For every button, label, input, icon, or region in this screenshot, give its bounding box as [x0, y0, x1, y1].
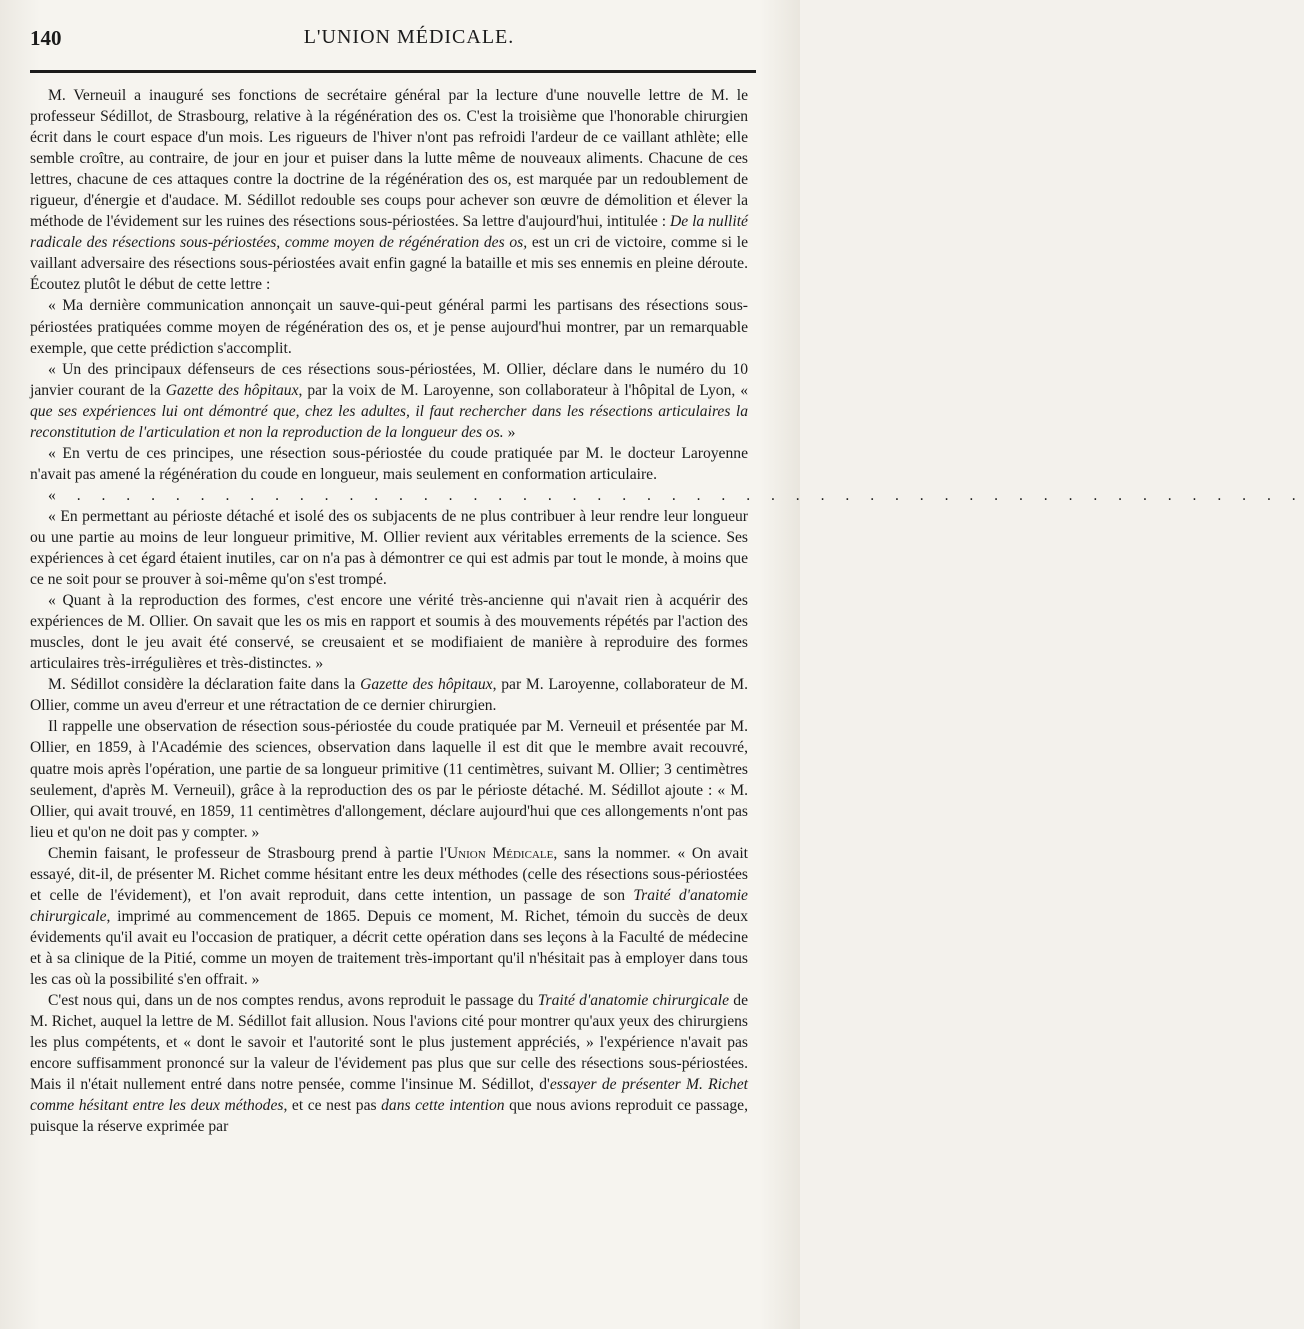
book-title: Traité d'anatomie chirurgicale [537, 992, 730, 1010]
paragraph: « Ma dernière communication annonçait un sauve-qui-peut général parmi les partisans des résections sous-périostées pratiquées comme moyen de régénération des os, et je pense aujourd'hui montrer, par un remarquable exemple, que cette prédiction s'accomplit. [30, 297, 748, 357]
article-body [30, 85, 1304, 1137]
paragraph: C'est nous qui, dans un de nos comptes rendus, avons reproduit le passage du Traité d'anatomie chirurgicale de M. Richet, auquel la lettre de M. Sédillot fait allusion. Nous l'avions cité pour montrer qu'aux yeux des chirurgiens les plus compétents, et « dont le savoir et l'autorité sont le plus justement appréciés, » l'expérience n'avait pas encore suffisamment prononcé sur la valeur de l'évidement pas plus que sur celle des résections sous-périostées. Mais il n'était nullement entré dans notre pensée, comme l'insinue M. Sédillot, d'essayer de présenter M. Richet comme hésitant entre les deux méthodes, et ce nest pas dans cette intention que nous avions reproduit ce passage, puisque la réserve exprimée par [30, 992, 748, 1136]
journal-name: Gazette des hôpitaux [360, 676, 493, 694]
ellipsis-line: « . . . . . . . . . . . . . . . . . . . . . . . . . . . . . . . . . . . . . . . . . . . . . . . . . . [48, 486, 1304, 504]
journal-name: Gazette des hôpitaux [165, 381, 299, 399]
italic-quote: dans cette intention [381, 1097, 505, 1115]
italic-title: De la nullité radicale des résections sous-périostées, comme moyen de régénération des os, [30, 213, 748, 252]
page-number: 140 [30, 26, 62, 50]
italic-quote: essayer de présenter M. Richet comme hésitant entre les deux méthodes [30, 1076, 748, 1115]
paragraph: « En vertu de ces principes, une résection sous-périostée du coude pratiquée par M. le docteur Laroyenne n'avait pas amené la régénération du coude en longueur, mais seulement en conformation articulaire. [30, 444, 748, 483]
header-rule [30, 70, 756, 73]
paragraph: « Quant à la reproduction des formes, c'est encore une vérité très-ancienne qui n'avait rien à acquérir des expériences de M. Ollier. On savait que les os mis en rapport et soumis à des mouvements répétés par l'action des muscles, dont le jeu avait été conservé, se creusaient et se modifiaient de manière à reproduire des formes articulaires très-irrégulières et très-distinctes. » [30, 592, 748, 673]
paragraph: M. Sédillot considère la déclaration faite dans la Gazette des hôpitaux, par M. Laroyenne, collaborateur de M. Ollier, comme un aveu d'erreur et une rétractation de ce dernier chirurgien. [30, 676, 748, 715]
page-header [30, 26, 748, 70]
paragraph: Il rappelle une observation de résection sous-périostée du coude pratiquée par M. Verneuil et présentée par M. Ollier, en 1859, à l'Académie des sciences, observation dans laquelle il est dit que le membre avait recouvré, quatre mois après l'opération, une partie de sa longueur primitive (11 centimètres, suivant M. Ollier; 3 centimètres seulement, d'après M. Verneuil), grâce à la reproduction des os par le périoste détaché. M. Sédillot ajoute : « M. Ollier, qui avait trouvé, en 1859, 11 centimètres d'allongement, déclare aujourd'hui que ces allongements n'ont pas lieu et qu'on ne doit pas y compter. » [30, 718, 748, 841]
paragraph: « En permettant au périoste détaché et isolé des os subjacents de ne plus contribuer à leur rendre leur longueur ou une partie au moins de leur longueur primitive, M. Ollier revient aux véritables errements de la science. Ses expériences à cet égard étaient inutiles, car on n'a pas à démontrer ce qui est admis par tout le monde, à moins que ce ne soit pour se prouver à soi-même qu'on s'est trompé. [30, 507, 748, 589]
paragraph: « Un des principaux défenseurs de ces résections sous-périostées, M. Ollier, déclare dans le numéro du 10 janvier courant de la Gazette des hôpitaux, par la voix de M. Laroyenne, son collaborateur à l'hôpital de Lyon, « que ses expériences lui ont démontré que, chez les adultes, il faut rechercher dans les résections articulaires la reconstitution de l'articulation et non la reproduction de la longueur des os. » [30, 360, 748, 441]
running-title: L'UNION MÉDICALE. [303, 26, 515, 48]
italic-quote: que ses expériences lui ont démontré que, chez les adultes, il faut rechercher dans les résections articulaires la reconstitution de l'articulation et non la reproduction de la longueur des os. [30, 402, 748, 441]
paragraph: M. Verneuil a inauguré ses fonctions de secrétaire général par la lecture d'une nouvelle lettre de M. le professeur Sédillot, de Strasbourg, relative à la régénération des os. C'est la troisième que l'honorable chirurgien écrit dans le court espace d'un mois. Les rigueurs de l'hiver n'ont pas refroidi l'ardeur de ce vaillant athlète; elle semble croître, au contraire, de jour en jour et puiser dans la lutte même de nouveaux aliments. Chacune de ces lettres, chacune de ces attaques contre la doctrine de la régénération des os, est marquée par un redoublement de rigueur, d'énergie et d'audace. M. Sédillot redouble ses coups pour achever son œuvre de démolition et élever la méthode de l'évidement sur les ruines des résections sous-périostées. Sa lettre d'aujourd'hui, intitulée : De la nullité radicale des résections sous-périostées, comme moyen de régénération des os, est un cri de victoire, comme si le vaillant adversaire des résections sous-périostées avait enfin gagné la bataille et mis ses ennemis en pleine déroute. Écoutez plutôt le début de cette lettre : [30, 87, 748, 294]
journal-name: Union Médicale [446, 844, 554, 862]
book-title: Traité d'anatomie chirurgicale [30, 886, 748, 925]
paragraph: Chemin faisant, le professeur de Strasbourg prend à partie l'Union Médicale, sans la nommer. « On avait essayé, dit-il, de présenter M. Richet comme hésitant entre les deux méthodes (celle des résections sous-périostées et celle de l'évidement), et l'on avait reproduit, dans cette intention, un passage de son Traité d'anatomie chirurgicale, imprimé au commencement de 1865. Depuis ce moment, M. Richet, témoin du succès de deux évidements qu'il avait eu l'occasion de pratiquer, a décrit cette opération dans ses leçons à la Faculté de médecine et à sa clinique de la Pitié, comme un moyen de traitement très-important qu'il n'hésitait pas à employer dans tous les cas où la possibilité s'en offrait. » [30, 844, 748, 988]
